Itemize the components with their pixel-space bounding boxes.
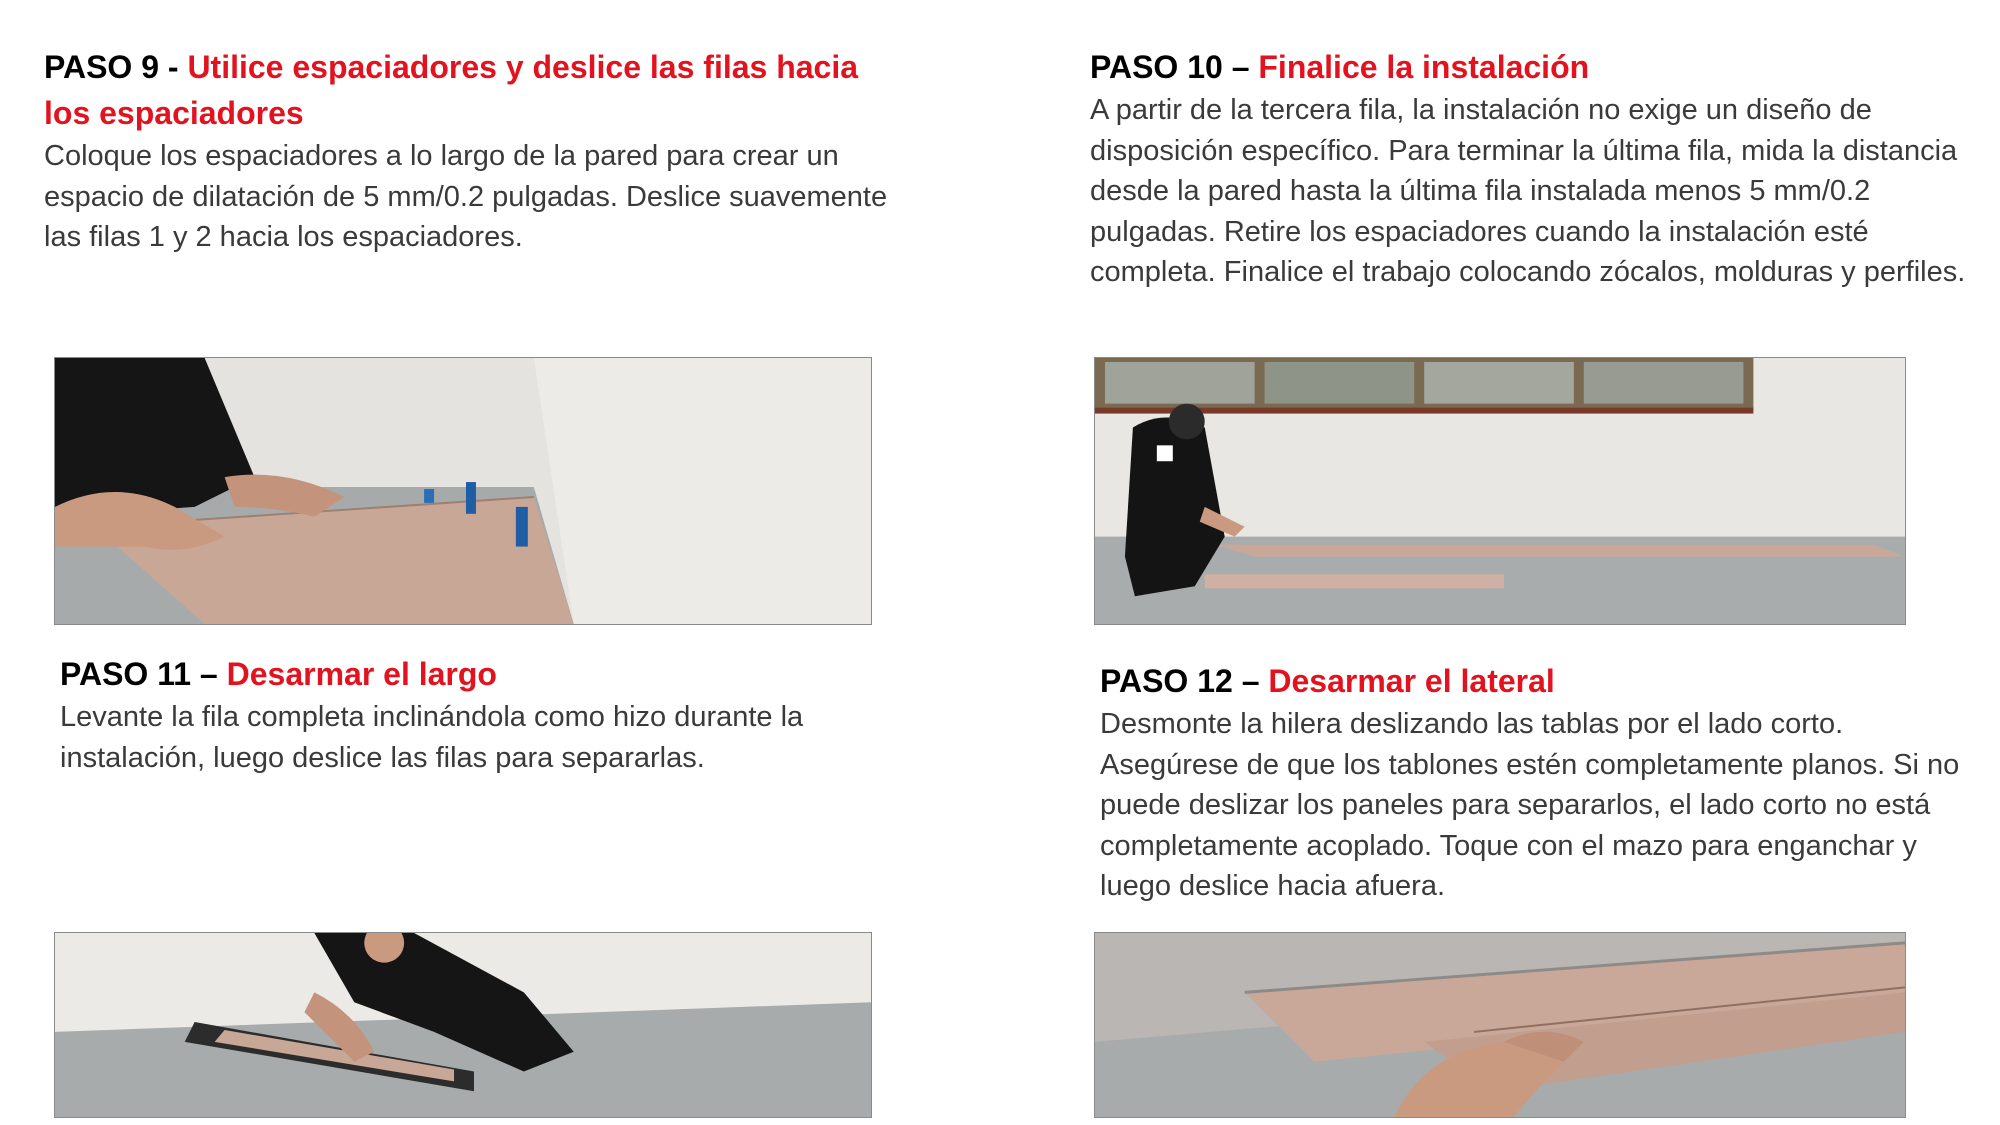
step-12-heading: Desarmar el lateral <box>1268 663 1555 699</box>
step-10-title <box>1090 44 1970 90</box>
step-10-photo <box>1094 357 1906 625</box>
step-9-body: Coloque los espaciadores a lo largo de la pared para crear un espacio de dilatación de 5 mm/0.2 pulgadas. Deslice suavemente las filas 1 y 2 hacia los espaciadores. <box>44 140 888 253</box>
step-9-label: PASO 9 - <box>44 49 188 85</box>
step-12-title <box>1100 658 1980 704</box>
step-11-label: PASO 11 – <box>60 656 227 692</box>
step-9-heading: Utilice espaciadores y deslice las filas hacia los espaciadores <box>44 49 859 131</box>
step-9-title <box>44 44 904 136</box>
step-10-heading: Finalice la instalación <box>1258 49 1590 85</box>
step-10-body: A partir de la tercera fila, la instalación no exige un diseño de disposición específico. Para terminar la última fila, mida la distancia desde la pared hasta la última fila instalada menos 5 mm/0.2 pulgadas. Retire los espaciadores cuando la instalación esté completa. Finalice el trabajo colocando zócalos, molduras y perfiles. <box>1090 94 1966 288</box>
step-10-label: PASO 10 – <box>1090 49 1259 85</box>
step-10 <box>1090 44 1970 293</box>
step-12-body: Desmonte la hilera deslizando las tablas por el lado corto. Asegúrese de que los tablones estén completamente planos. Si no puede deslizar los paneles para separarlos, el lado corto no está completamente acoplado. Toque con el mazo para enganchar y luego deslice hacia afuera. <box>1100 708 1960 902</box>
step-11-heading: Desarmar el largo <box>226 656 497 692</box>
step-11 <box>60 651 920 778</box>
step-12-photo <box>1094 932 1906 1118</box>
step-12-label: PASO 12 – <box>1100 663 1269 699</box>
step-9-photo <box>54 357 872 625</box>
step-11-body: Levante la fila completa inclinándola como hizo durante la instalación, luego deslice las filas para separarlas. <box>60 701 804 774</box>
step-12 <box>1100 658 1980 907</box>
step-11-photo <box>54 932 872 1118</box>
step-11-title <box>60 651 920 697</box>
step-9 <box>44 44 904 258</box>
